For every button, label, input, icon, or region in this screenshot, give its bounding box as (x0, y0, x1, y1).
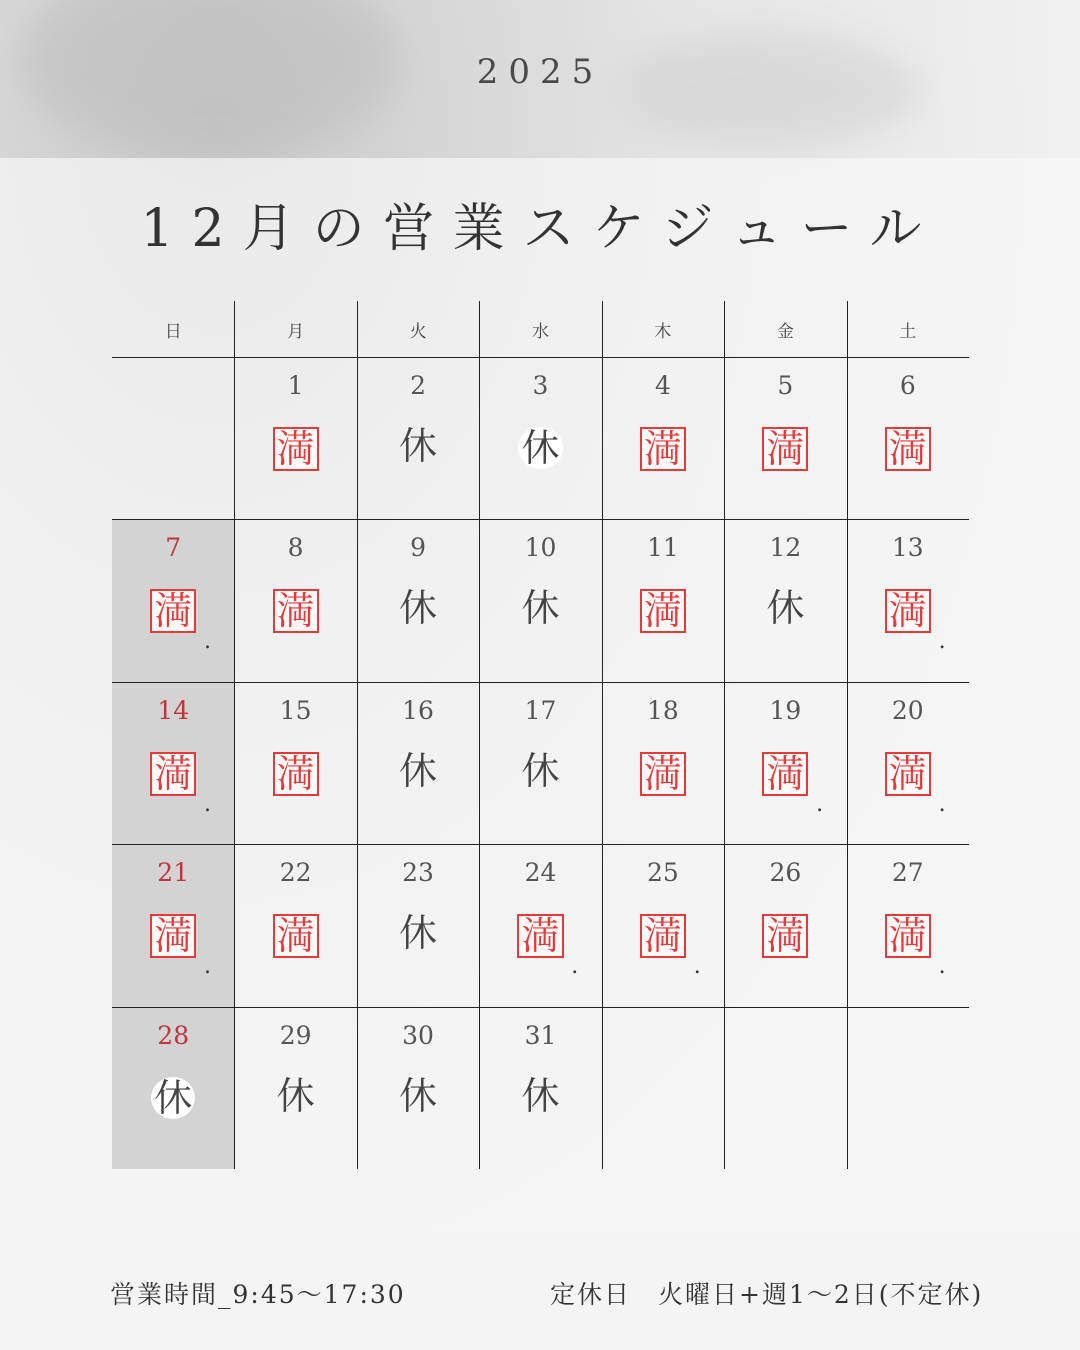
page-title: 12月の営業スケジュール (140, 199, 940, 259)
day-number: 4 (654, 371, 671, 400)
note-dot: . (816, 791, 824, 817)
closed-mark: 休 (399, 748, 438, 793)
day-cell (112, 519, 234, 681)
grid-line (357, 301, 358, 1169)
full-booked-mark: 満 (885, 752, 931, 796)
full-booked-mark: 満 (273, 752, 319, 796)
day-cell (112, 1007, 234, 1169)
day-number: 9 (410, 533, 427, 563)
note-dot: . (938, 791, 946, 817)
grid-line (847, 301, 848, 1169)
day-cell (479, 519, 601, 681)
regular-holidays: 定休日 火曜日+週1〜2日(不定休) (550, 1280, 984, 1309)
full-booked-mark: 満 (273, 589, 319, 633)
day-number: 24 (524, 858, 557, 888)
grid-line (112, 1007, 969, 1008)
closed-mark: 休 (521, 748, 560, 793)
day-cell (602, 844, 724, 1006)
day-number: 27 (891, 858, 924, 888)
day-number: 3 (532, 371, 549, 400)
day-cell (479, 1007, 601, 1169)
weekday-header: 日 (164, 321, 182, 342)
full-booked-mark: 満 (517, 914, 563, 958)
weekday-header: 水 (531, 321, 549, 342)
day-number: 22 (279, 858, 312, 888)
note-dot: . (938, 954, 946, 980)
weekday-header: 火 (409, 321, 427, 342)
day-cell (602, 682, 724, 844)
calendar-grid (112, 301, 969, 1169)
day-cell (234, 357, 356, 519)
day-number: 13 (891, 533, 924, 563)
note-dot: . (204, 629, 211, 655)
day-number: 7 (165, 533, 182, 563)
day-number: 16 (402, 695, 434, 725)
weekday-header: 金 (776, 321, 794, 342)
closed-mark: 休 (521, 586, 560, 631)
day-number: 12 (769, 533, 802, 563)
full-booked-mark: 満 (640, 914, 686, 958)
day-cell (234, 682, 356, 844)
day-cell (479, 357, 601, 519)
closed-mark: 休 (766, 586, 805, 631)
day-cell (724, 519, 846, 681)
day-number: 6 (899, 371, 916, 400)
day-number: 2 (410, 371, 427, 400)
grid-line (112, 682, 969, 683)
day-cell (847, 682, 969, 844)
weekday-header: 土 (899, 321, 917, 342)
grid-line (724, 301, 725, 1169)
day-number: 18 (647, 695, 679, 725)
day-number: 10 (524, 533, 557, 563)
day-number: 21 (157, 858, 190, 888)
full-booked-mark: 満 (640, 589, 686, 633)
full-booked-mark: 満 (885, 427, 931, 471)
grid-line (112, 844, 969, 845)
note-dot: . (693, 954, 701, 980)
full-booked-mark: 満 (273, 914, 319, 958)
grid-line (234, 301, 235, 1169)
full-booked-mark: 満 (762, 914, 808, 958)
day-cell (234, 1007, 356, 1169)
closed-mark: 休 (518, 427, 562, 469)
full-booked-mark: 満 (150, 752, 196, 796)
closed-mark: 休 (521, 1073, 560, 1118)
day-cell (847, 519, 969, 681)
closed-mark: 休 (151, 1077, 195, 1119)
note-dot: . (938, 629, 946, 655)
closed-mark: 休 (399, 586, 438, 631)
day-number: 25 (647, 858, 679, 888)
day-number: 31 (524, 1020, 557, 1050)
day-number: 28 (157, 1020, 190, 1050)
day-number: 26 (769, 858, 802, 888)
weekday-header: 木 (654, 321, 672, 342)
grid-line (112, 519, 969, 520)
day-number: 20 (891, 695, 924, 725)
full-booked-mark: 満 (150, 914, 196, 958)
day-cell (724, 844, 846, 1006)
day-cell (479, 844, 601, 1006)
closed-mark: 休 (399, 424, 438, 468)
day-number: 19 (769, 695, 802, 725)
closed-mark: 休 (276, 1073, 315, 1118)
weekday-header: 月 (287, 321, 305, 342)
day-number: 8 (287, 533, 304, 563)
day-number: 29 (279, 1020, 312, 1050)
full-booked-mark: 満 (762, 752, 808, 796)
day-cell (602, 519, 724, 681)
year-label: 2025 (476, 52, 604, 92)
day-cell (724, 682, 846, 844)
full-booked-mark: 満 (885, 589, 931, 633)
day-cell (112, 844, 234, 1006)
day-cell (234, 519, 356, 681)
day-cell (479, 682, 601, 844)
grid-line (479, 301, 480, 1169)
day-cell (847, 844, 969, 1006)
full-booked-mark: 満 (640, 752, 686, 796)
business-hours: 営業時間_9:45〜17:30 (110, 1280, 406, 1309)
day-cell (357, 844, 479, 1006)
grid-line (602, 301, 603, 1169)
day-number: 23 (402, 858, 434, 888)
full-booked-mark: 満 (150, 589, 196, 633)
day-cell (357, 1007, 479, 1169)
day-number: 30 (402, 1020, 434, 1050)
grid-line (112, 357, 969, 358)
day-number: 5 (777, 371, 794, 400)
note-dot: . (571, 954, 579, 980)
day-cell (112, 682, 234, 844)
day-cell (724, 357, 846, 519)
day-cell (847, 357, 969, 519)
day-number: 11 (647, 533, 679, 563)
full-booked-mark: 満 (273, 427, 319, 471)
day-cell (357, 357, 479, 519)
day-cell (234, 844, 356, 1006)
full-booked-mark: 満 (762, 427, 808, 471)
note-dot: . (204, 954, 211, 980)
day-cell (357, 519, 479, 681)
day-number: 1 (287, 371, 304, 400)
day-number: 15 (279, 695, 312, 725)
note-dot: . (204, 791, 211, 817)
day-cell (357, 682, 479, 844)
full-booked-mark: 満 (885, 914, 931, 958)
day-number: 17 (524, 695, 557, 725)
day-number: 14 (157, 695, 190, 725)
full-booked-mark: 満 (640, 427, 686, 471)
closed-mark: 休 (399, 911, 438, 956)
day-cell (602, 357, 724, 519)
closed-mark: 休 (399, 1073, 438, 1118)
